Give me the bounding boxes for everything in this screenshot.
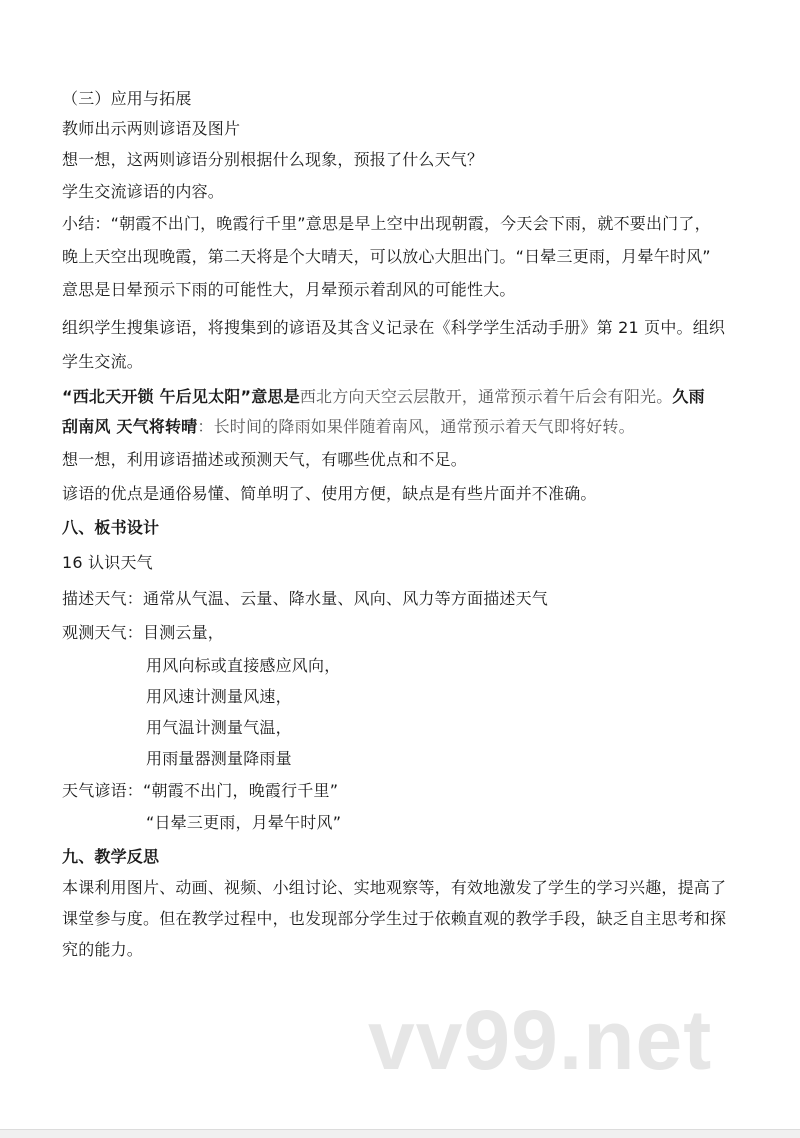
reflection-line: 课堂参与度。但在教学过程中，也发现部分学生过于依赖直观的教学手段，缺乏自主思考和探 (62, 909, 727, 928)
organize-line: 学生交流。 (62, 352, 144, 371)
board-observe: 观测天气：目测云量， (62, 623, 225, 642)
watermark: vv99.net (368, 993, 713, 1087)
board-observe-item: 用风向标或直接感应风向， (146, 656, 341, 675)
board-observe-item: 用风速计测量风速， (146, 687, 292, 706)
summary-line: 晚上天空出现晚霞，第二天将是个大晴天，可以放心大胆出门。“日晕三更雨，月晕午时风” (62, 247, 711, 266)
paragraph-line: 学生交流谚语的内容。 (62, 182, 225, 201)
proverb-meaning: 西北方向天空云层散开，通常预示着午后会有阳光。 (299, 387, 673, 406)
board-proverbs: 天气谚语：“朝霞不出门，晚霞行千里” (62, 781, 339, 800)
board-describe: 描述天气：通常从气温、云量、降水量、风向、风力等方面描述天气 (62, 589, 549, 608)
proverb-title: “西北天开锁 午后见太阳”意思是 (62, 387, 300, 406)
proverb-example-2 (62, 416, 635, 438)
paragraph-line: 教师出示两则谚语及图片 (62, 119, 241, 138)
paragraph-line: 想一想，这两则谚语分别根据什么现象，预报了什么天气？ (62, 150, 484, 169)
board-title: 16 认识天气 (62, 553, 153, 572)
proverb-example-1 (62, 386, 705, 408)
paragraph-line: 想一想，利用谚语描述或预测天气，有哪些优点和不足。 (62, 450, 468, 469)
proverb-title: 久雨 (672, 387, 705, 406)
reflection-line: 究的能力。 (62, 940, 144, 959)
proverb-title: 刮南风 天气将转晴 (62, 417, 198, 436)
summary-line: 意思是日晕预示下雨的可能性大，月晕预示着刮风的可能性大。 (62, 280, 516, 299)
summary-line: 小结：“朝霞不出门，晚霞行千里”意思是早上空中出现朝霞，今天会下雨，就不要出门了， (62, 214, 711, 233)
proverb-meaning: ：长时间的降雨如果伴随着南风，通常预示着天气即将好转。 (197, 417, 635, 436)
board-proverbs-second: “日晕三更雨，月晕午时风” (146, 813, 342, 832)
reflection-line: 本课利用图片、动画、视频、小组讨论、实地观察等，有效地激发了学生的学习兴趣，提高了 (62, 878, 727, 897)
organize-line: 组织学生搜集谚语，将搜集到的谚语及其含义记录在《科学学生活动手册》第 21 页中。组织 (62, 318, 726, 337)
board-observe-item: 用雨量器测量降雨量 (146, 749, 292, 768)
paragraph-line: 谚语的优点是通俗易懂、简单明了、使用方便，缺点是有些片面并不准确。 (62, 484, 597, 503)
section-heading-reflection: 九、教学反思 (62, 847, 160, 866)
board-observe-item: 用气温计测量气温， (146, 718, 292, 737)
section-heading-board-design: 八、板书设计 (62, 518, 160, 537)
section-heading-application: （三）应用与拓展 (62, 89, 192, 108)
